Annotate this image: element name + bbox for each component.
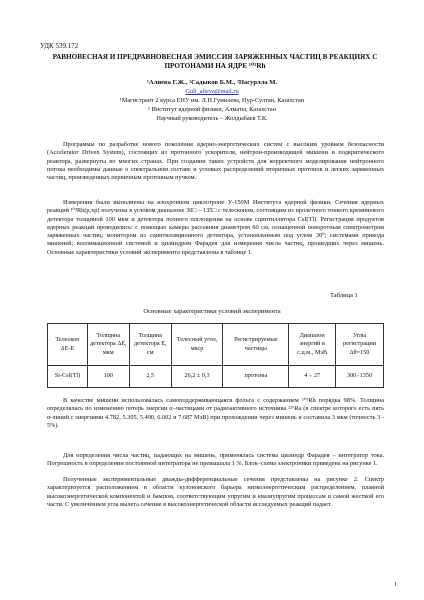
- paragraph-5: Полученные экспериментальные дважды-дифференциальные сечения представлены на рисунке 2. Спектр характеризуется расположением в области кулоновского барьера низкоэнергетическим распределением, плавной высокоэнергетической компонентой и бампом, соответствующим упругим и квазиупругим процессам в самой жесткой его части. С увеличением угла вылета сечение в высокоэнергетической области исследуемых реакций падает.: [47, 476, 384, 508]
- table-label: Таблица 1: [330, 292, 358, 299]
- table-cell: 2,5: [129, 366, 171, 388]
- affiliation-2: ² Институт ядерной физики, Алматы, Казахстан: [147, 106, 277, 113]
- experiment-conditions-table: [47, 323, 384, 388]
- table-header-row: [48, 324, 384, 366]
- table-cell: 26,2 ± 0,3: [171, 366, 223, 388]
- paragraph-3: В качестве мишени использовалась самоподдерживающаяся фольга с содержанием ¹⁰³Rh порядка 98%. Толщина определялась по изменению потерь энергии α–частицами от радиоактивного источника ²²⁶Ra (в спектре которого есть пять α-линий с энергиями 4.782, 5.305, 5.490, 6.002 и 7.687 МэВ) при прохождении через мишень и составила 3 мкм (точность 3 - 5%).: [47, 397, 384, 429]
- table-header-cell: Толщина детектора E, см: [129, 324, 171, 366]
- table-caption: Основные характеристики условий эксперимента: [143, 308, 281, 315]
- paragraph-1: Программы по разработке нового поколения ядерно-энергетических систем с высоким уровнем безопасности (Accelerator Driven System), состоящих из протонного ускорителя, нейтрон-производящей мишени и подкритического реактора, развернуты во многих странах. При создании таких устройств для корректного моделирования нейтронного потока необходимы данные о спектральном составе и угловых распределений вторичных протонов и легких заряженных частиц, произведенных первичным протонным пучком.: [47, 141, 384, 182]
- table-header-cell: Телескоп ΔE-E: [48, 324, 88, 366]
- table-header-cell: Углы регистрации Δθ=150: [336, 324, 384, 366]
- email-link[interactable]: Guli_alieva@mail.ru: [185, 88, 239, 95]
- table-header-cell: Регистрируемые частицы: [223, 324, 289, 366]
- supervisor: Научный руководитель – Жолдыбаев Т.К.: [156, 115, 268, 122]
- email-line: [40, 88, 384, 96]
- paragraph-4: Для определения числа частиц, падающих на мишень, применялась система цилиндр Фарадея – интегратор тока. Погрешность в определении постоянной интегратора не превышала 1 %. Блок–схема электроники приведена на рисунке 1.: [47, 452, 384, 468]
- table-cell: Si-CsI(Tl): [48, 366, 88, 388]
- table-row: [48, 366, 384, 388]
- table-cell: 4 ÷ 27: [289, 366, 336, 388]
- table-header-cell: Телесный угол, мкср: [171, 324, 223, 366]
- paragraph-2: Измерения были выполнены на изохронном циклотроне У-150М Института ядерной физики. Сечения ядерных реакций ¹⁰³Rh(p,xp) получены в угловом диапазоне 30□ – 135□ с телескопом, состоящим из пролетного тонкого кремниевого детектора толщиной 100 мкм и детектора полного поглощения на основе сцинтиллятора CsI(Tl). Регистрация продуктов ядерных реакций проводились: с помощью камеры рассеяния диаметром 60 см, оснащенной поворотным спектрометром заряженных частиц; монитором из сцинтилляционного детектора, установленным под углом 30⁰; системами привода мишеней; коллимационной системой и цилиндром Фарадея для измерения числа частиц, прошедших через мишень. Основные характеристики условий эксперимента представлены в таблице 1.: [47, 199, 384, 256]
- article-title: РАВНОВЕСНАЯ И ПРЕДРАВНОВЕСНАЯ ЭМИССИЯ ЗАРЯЖЕННЫХ ЧАСТИЦ В РЕАКЦИЯХ С ПРОТОНАМИ НА ЯДРЕ ¹⁰³Rh: [52, 53, 378, 71]
- page-number: 1: [394, 582, 397, 588]
- udc-code: УДК 539.172: [40, 42, 79, 50]
- authors: ¹Алиева Г.Ж., ²Садыков Б.М., ²Насурлла М.: [146, 79, 278, 86]
- table-cell: 300÷1350: [336, 366, 384, 388]
- table-cell: 100: [87, 366, 129, 388]
- table-header-cell: Диапазон энергий в с.ц.м., МэВ: [289, 324, 336, 366]
- table-header-cell: Толщина детектора ΔE, мкм: [87, 324, 129, 366]
- affiliation-1: ¹Магистрант 2 курса ЕНУ им. Л.Н.Гумилева, Нур-Султан, Казахстан: [119, 97, 305, 104]
- table-cell: протоны: [223, 366, 289, 388]
